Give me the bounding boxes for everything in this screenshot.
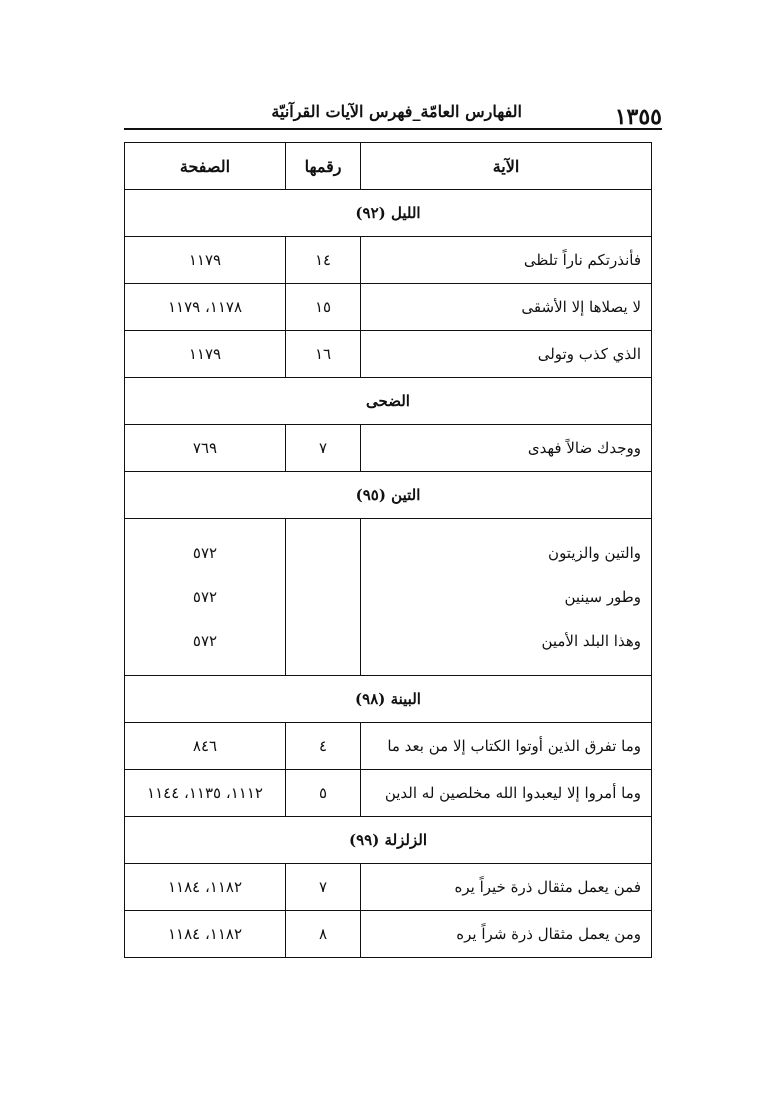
page-cell: ١١١٢، ١١٣٥، ١١٤٤ — [125, 770, 286, 817]
verse-line: وهذا البلد الأمين — [541, 632, 641, 650]
verse-number-cell: ٤ — [286, 723, 361, 770]
table-row — [125, 331, 652, 378]
table-row — [125, 723, 652, 770]
surah-title: الضحى — [125, 378, 652, 425]
table-row — [125, 284, 652, 331]
verse-number-cell: ١٤ — [286, 237, 361, 284]
page-cell: ١١٧٩ — [125, 331, 286, 378]
verse-number-cell — [286, 519, 361, 676]
surah-row — [125, 676, 652, 723]
verse-cell: فمن يعمل مثقال ذرة خيراً يره — [361, 864, 652, 911]
verse-cell: ومن يعمل مثقال ذرة شراً يره — [361, 911, 652, 958]
column-header-number: رقمها — [286, 143, 361, 190]
verse-number-cell: ٥ — [286, 770, 361, 817]
verse-index-table — [124, 142, 652, 958]
page-header — [124, 96, 662, 130]
verse-cell-group — [361, 519, 652, 676]
page-cell: ١١٧٨، ١١٧٩ — [125, 284, 286, 331]
table-row — [125, 911, 652, 958]
surah-row — [125, 190, 652, 237]
verse-cell: ووجدك ضالاً فهدى — [361, 425, 652, 472]
verse-cell: وما أمروا إلا ليعبدوا الله مخلصين له الدين — [361, 770, 652, 817]
verse-number-cell: ١٦ — [286, 331, 361, 378]
page-cell: ١١٨٢، ١١٨٤ — [125, 911, 286, 958]
verse-cell: فأنذرتكم ناراً تلظى — [361, 237, 652, 284]
page-number: ١٣٥٥ — [614, 104, 662, 130]
verse-number-cell: ٨ — [286, 911, 361, 958]
page-line: ٥٧٢ — [192, 588, 218, 606]
table-header-row — [125, 143, 652, 190]
column-header-verse: الآية — [361, 143, 652, 190]
page-cell: ١١٧٩ — [125, 237, 286, 284]
verse-line: وطور سينين — [564, 588, 641, 606]
page-cell-group — [125, 519, 286, 676]
page-cell: ٨٤٦ — [125, 723, 286, 770]
surah-row — [125, 378, 652, 425]
surah-row — [125, 472, 652, 519]
table-row — [125, 864, 652, 911]
surah-row — [125, 817, 652, 864]
page-cell: ٧٦٩ — [125, 425, 286, 472]
verse-cell: وما تفرق الذين أوتوا الكتاب إلا من بعد ما — [361, 723, 652, 770]
surah-title: الليل (٩٢) — [125, 190, 652, 237]
table-row-group — [125, 519, 652, 676]
page-line: ٥٧٢ — [192, 632, 218, 650]
surah-title: الزلزلة (٩٩) — [125, 817, 652, 864]
verse-cell: الذي كذب وتولى — [361, 331, 652, 378]
page-title: الفهارس العامّة_فهرس الآيات القرآنيّة — [271, 102, 522, 121]
page-line: ٥٧٢ — [192, 544, 218, 562]
verse-number-cell: ٧ — [286, 864, 361, 911]
verse-number-cell: ٧ — [286, 425, 361, 472]
table-row — [125, 425, 652, 472]
verse-number-cell: ١٥ — [286, 284, 361, 331]
column-header-page: الصفحة — [125, 143, 286, 190]
verse-cell: لا يصلاها إلا الأشقى — [361, 284, 652, 331]
table-row — [125, 770, 652, 817]
surah-title: البينة (٩٨) — [125, 676, 652, 723]
page-cell: ١١٨٢، ١١٨٤ — [125, 864, 286, 911]
verse-line: والتين والزيتون — [548, 544, 641, 562]
table-row — [125, 237, 652, 284]
surah-title: التين (٩٥) — [125, 472, 652, 519]
